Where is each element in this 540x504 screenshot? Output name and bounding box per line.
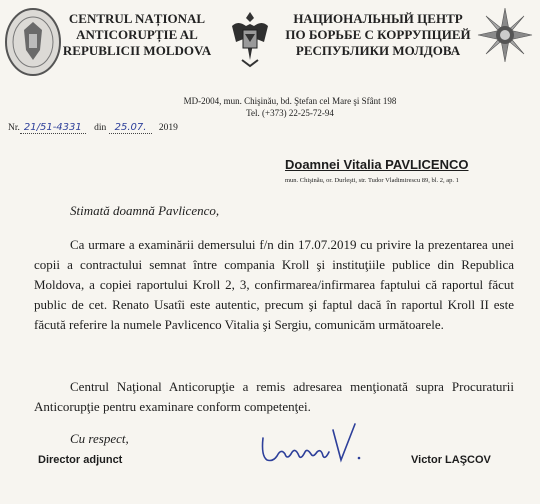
salutation: Stimată doamnă Pavlicenco, [70,203,220,218]
handwritten-signature [255,418,365,472]
phone-line: Tel. (+373) 22-25-72-94 [246,108,334,118]
year-value: 2019 [158,123,178,133]
signatory-role: Director adjunct [38,454,123,466]
body-paragraph-1: Ca urmare a examinării demersului f/n din 17.07.2019 cu privire la prezentarea unei copii a contractului semnat între compania Kroll şi instituţiile publice din Republica Moldova, a copiei raportului Kroll 2, 3, confirmarea/infirmarea faptului că raportul făcut public de cet. Renato Usatîi este autentic, precum şi faptul dacă în raportul Kroll II este făcută referire la numele Pavlicenco Vitalia şi Sergiu, comunicăm următoarele. [34,237,514,332]
org-name-ru-line: НАЦИОНАЛЬНЫЙ ЦЕНТР [293,11,463,26]
nr-label: Nr. [8,123,20,133]
recipient-name: Doamnei Vitalia PAVLICENCO [285,157,469,172]
body-paragraph-2: Centrul Naţional Anticorupţie a remis adresarea menţionată supra Procuraturii Anticorupţie pentru examinare conform competenţei. [34,379,514,414]
din-label: din [94,123,107,133]
date-value: 25.07. [109,122,153,134]
org-name-ru-line: ПО БОРЬБЕ С КОРРУПЦИЕЙ [285,27,471,42]
reference-line [8,122,178,133]
order-star-emblem-icon [476,6,534,64]
org-name-ro-line: ANTICORUPȚIE AL [76,27,198,42]
signatory-name: Victor LAŞCOV [411,454,491,466]
nr-value: 21/51-4331 [20,122,86,134]
organization-address [140,95,440,119]
org-name-ro-line: REPUBLICII MOLDOVA [62,43,212,58]
moldova-coat-of-arms-icon [228,8,272,70]
org-name-ro-line: CENTRUL NAȚIONAL [68,11,206,26]
closing: Cu respect, [70,431,129,446]
org-name-romanian [52,11,222,59]
recipient-address: mun. Chişinău, or. Durleşti, str. Tudor Vladimirescu 89, bl. 2, ap. 1 [285,177,459,184]
org-name-russian [278,11,478,59]
address-line: MD-2004, mun. Chişinău, bd. Ştefan cel Mare şi Sfânt 198 [183,96,397,106]
org-name-ru-line: РЕСПУБЛИКИ МОЛДОВА [295,43,461,58]
